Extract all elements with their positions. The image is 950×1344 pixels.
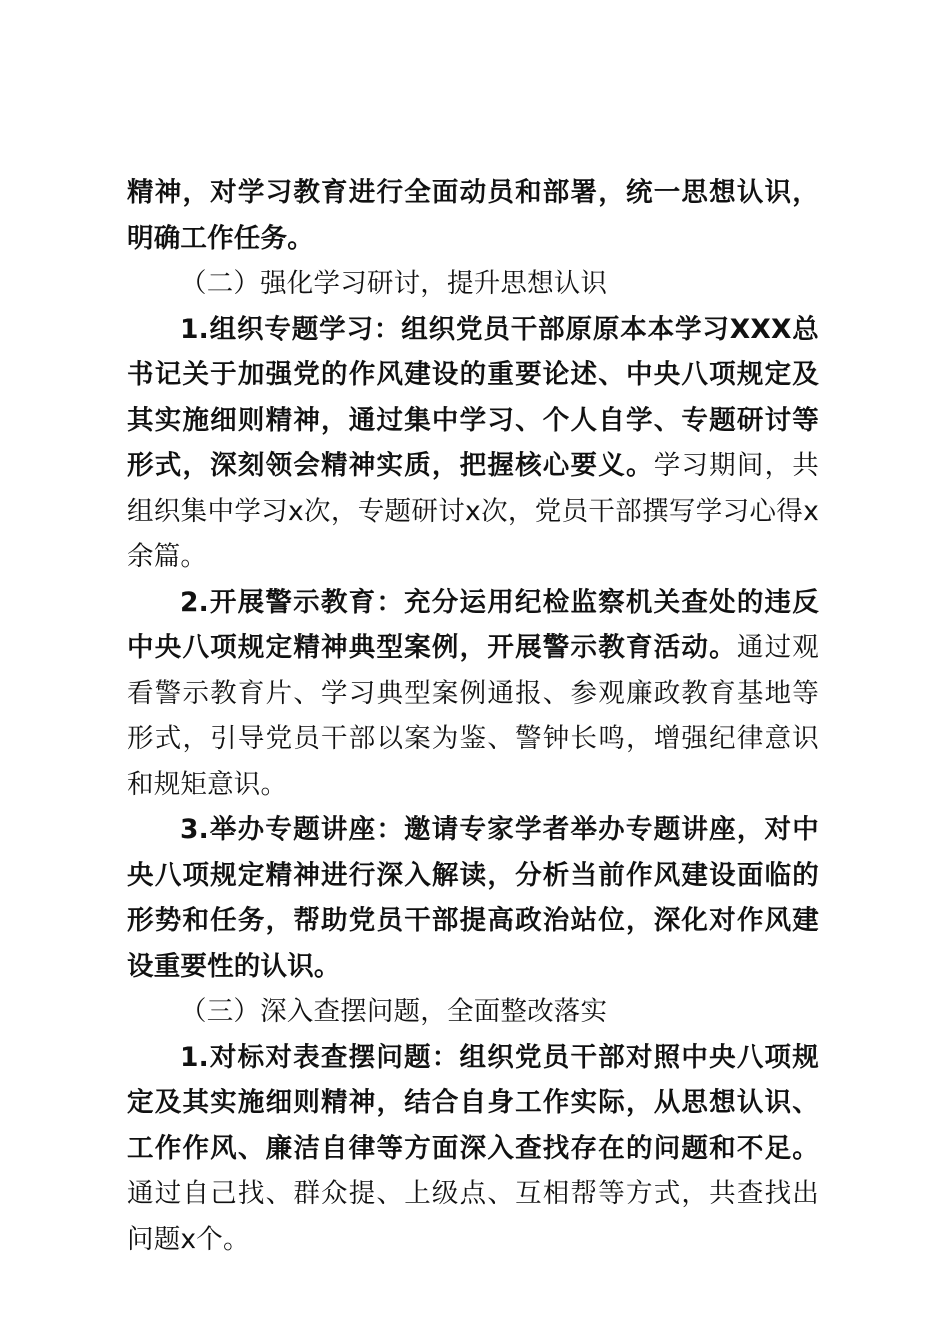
document-body — [127, 170, 819, 1262]
bold-lead-text: 1.组织专题学习：组织党员干部原原本本学习XXX总书记关于加强党的作风建设的重要论述、中央八项规定及其实施细则精神，通过集中学习、个人自学、专题研讨等形式，深刻领会精神实质，把握核心要义。 — [127, 313, 819, 481]
bold-text: 精神，对学习教育进行全面动员和部署，统一思想认识，明确工作任务。 — [127, 177, 819, 254]
paragraph-warning-education — [127, 580, 819, 808]
paragraph-topic-study — [127, 307, 819, 580]
paragraph-intro-continuation — [127, 170, 819, 261]
section-heading-2 — [127, 261, 819, 307]
paragraph-problem-check — [127, 1035, 819, 1263]
normal-text: 学习期间，共组织集中学习x次，专题研讨x次，党员干部撰写学习心得x余篇。 — [127, 450, 819, 572]
bold-lead-text: 2.开展警示教育：充分运用纪检监察机关查处的违反中央八项规定精神典型案例，开展警示教育活动。 — [127, 586, 819, 663]
normal-text: 通过自己找、群众提、上级点、互相帮等方式，共查找出问题x个。 — [127, 1178, 819, 1255]
heading-text: （三）深入查摆问题，全面整改落实 — [180, 996, 608, 1027]
bold-lead-text: 1.对标对表查摆问题：组织党员干部对照中央八项规定及其实施细则精神，结合自身工作实际，从思想认识、工作作风、廉洁自律等方面深入查找存在的问题和不足。 — [127, 1041, 819, 1164]
paragraph-topic-lecture — [127, 807, 819, 989]
heading-text: （二）强化学习研讨，提升思想认识 — [180, 268, 608, 299]
section-heading-3 — [127, 989, 819, 1035]
bold-lead-text: 3.举办专题讲座：邀请专家学者举办专题讲座，对中央八项规定精神进行深入解读，分析当前作风建设面临的形势和任务，帮助党员干部提高政治站位，深化对作风建设重要性的认识。 — [127, 814, 819, 982]
normal-text: 通过观看警示教育片、学习典型案例通报、参观廉政教育基地等形式，引导党员干部以案为鉴、警钟长鸣，增强纪律意识和规矩意识。 — [127, 632, 819, 800]
